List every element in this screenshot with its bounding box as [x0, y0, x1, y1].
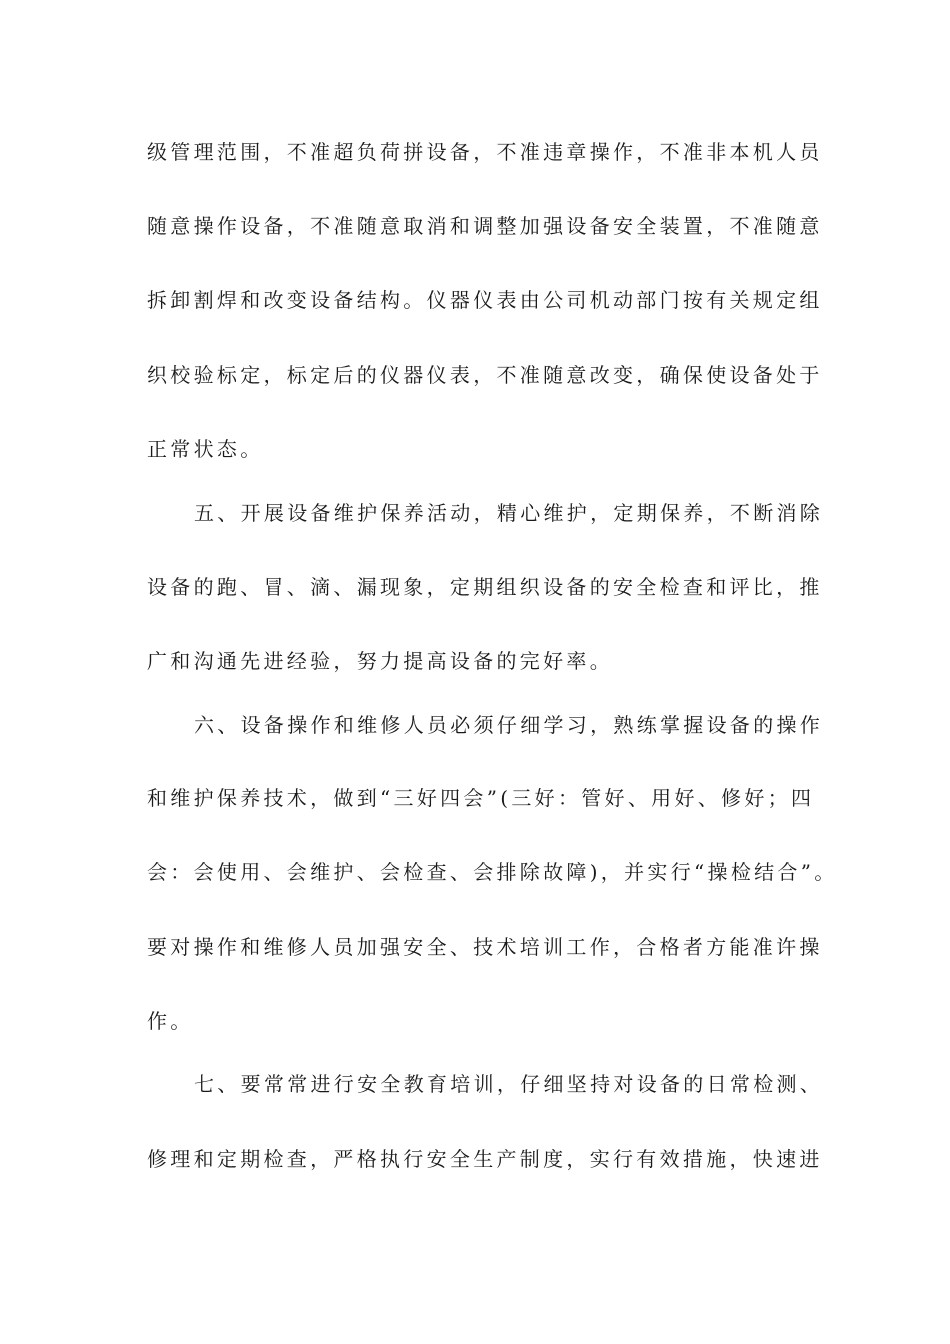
text-line: 修理和定期检查，严格执行安全生产制度，实行有效措施，快速进 [147, 1147, 823, 1171]
text-line: 广和沟通先进经验，努力提高设备的完好率。 [147, 649, 613, 673]
text-line: 和维护保养技术，做到“三好四会”(三好：管好、用好、修好；四 [147, 786, 815, 810]
text-line: 随意操作设备，不准随意取消和调整加强设备安全装置，不准随意 [147, 214, 823, 238]
text-line: 正常状态。 [147, 437, 264, 461]
text-line: 拆卸割焊和改变设备结构。仪器仪表由公司机动部门按有关规定组 [147, 288, 823, 312]
text-line: 会：会使用、会维护、会检查、会排除故障)，并实行“操检结合”。 [147, 860, 838, 884]
text-line: 要对操作和维修人员加强安全、技术培训工作，合格者方能准许操 [147, 935, 823, 959]
paragraph-first-line: 五、开展设备维护保养活动，精心维护，定期保养，不断消除 [194, 501, 824, 525]
text-line: 级管理范围，不准超负荷拼设备，不准违章操作，不准非本机人员 [147, 140, 823, 164]
text-line: 作。 [147, 1009, 194, 1033]
text-line: 设备的跑、冒、滴、漏现象，定期组织设备的安全检查和评比，推 [147, 575, 823, 599]
paragraph-first-line: 七、要常常进行安全教育培训，仔细坚持对设备的日常检测、 [194, 1072, 824, 1096]
text-line: 织校验标定，标定后的仪器仪表，不准随意改变，确保使设备处于 [147, 363, 823, 387]
paragraph-first-line: 六、设备操作和维修人员必须仔细学习，熟练掌握设备的操作 [194, 713, 824, 737]
